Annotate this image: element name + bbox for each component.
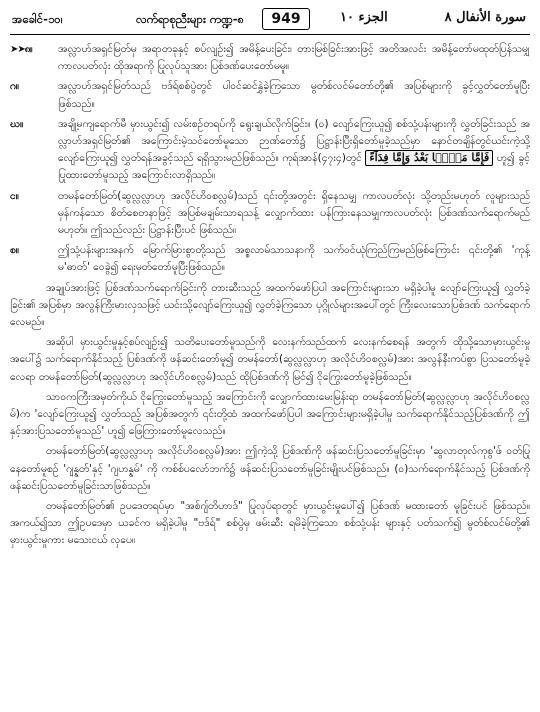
item-marker: ဂ။ (10, 80, 20, 93)
item-text: အချို့မကျရောက်မီ မှားယွင်း၍ လမ်းစဉ်တရပ်ကို ရွေးချယ်လိုက်ခြင်း။ (၀) လျော်ကြေးယူ၍ စစ်သုံ့ပန်းများကို လွှတ်ခြင်းသည် အလ္လာဟ်အရှင်မြတ်၏ အကြောင်းမဲ့သင်တော်မူသော ဉာဏ်တော်၌ ပြဋ္ဌာန်းပြီးရှိတော်မူခဲ့သည်မှာ နောင်တချိန်တွင်ယင်းကဲ့သို့ လျော်ကြေးယူ၍ လွှတ်ရန်အခွင့်သည် ရရှိသွားမည်ဖြစ်သည်။ ကုရ်အာန်(၄၇း၄)တွင် (58, 117, 530, 165)
paragraph: တမန်တော်မြတ်၏ ဥပဒေတရပ်မှာ "အစ်ဂျ်တိဟာဒ်" ပြုလုပ်ရာတွင် မှားယွင်းမှုပေါ်၍ ပြစ်ဒဏ် မထားတော် မူခြင်းပင် ဖြစ်သည်။ အကယ်၍သာ ဤဥပဒေမှာ ယခင်က မရှိခဲ့ပါမူ "ဗဒ်ရ်" စစ်ပွဲမှ ဖမ်းဆီး ရမိခဲ့ကြသော စစ်သုံ့ပန်း များနှင့် ပတ်သက်၍ မွတ်စ်လင်မ်တို့၏ မှားယွင်းမှုကား မသေးငယ် လှပေ။ (10, 500, 530, 547)
header-surah: سورة الأنفال ٨ (444, 10, 526, 25)
list-item (10, 41, 530, 75)
page-header (10, 6, 530, 35)
paragraph: တမန်တော်မြတ်(ဆွလ္လလ္လာဟု အလိုင်ဟိဝစလ္လမ်)အား ဤကဲ့သို့ ပြစ်ဒဏ်ကို ဖန်ဆင်းပြသတော်မူခြင်းမှာ 'ဆွလာတုလ်ကုစွ'ဖ် ဝတ်ပြုနေတော်မူစဉ် 'ဂျန္နတ်'နှင့် 'ဂျဟန္နမ်' ကို ကစ်စ်ပလော်ဘက်၌ ဖန်ဆင်းပြသတော်မူခြင်းမျိုးပင်ဖြစ်သည်။ (၀)သက်ရောက်နိုင်သည့် ပြစ်ဒဏ်ကို ဖန်ဆင်းပြသတော်မူခြင်းသာဖြစ်သည်။ (10, 445, 530, 492)
paragraph: အဆိုပါ မှားယွင်းမှုနှင့်စပ်လျဉ်း၍ သတိပေးတော်မူသည်ကို လေးနက်သည်ထက် လေးနက်စေရန် အတွက် ထိုသို့သောမှားယွင်းမှုအပေါ်၌ သက်ရောက်နိုင်သည့် ပြစ်ဒဏ်ကို ဖန်ဆင်းတော်မူ၍ တမန်တော်(ဆွလ္လလ္လာဟု အလိုင်ဟိဝစလ္လမ်)အား အလွန်နီးကပ်စွာ ပြသတော်မူခဲ့လေရာ တမန်တော်မြတ်(ဆွလ္လလ္လာဟု အလိုင်ဟိဝစလ္လမ်)သည် ထိုပြစ်ဒဏ်ကို မြင်၍ ငိုကြွေးတော်မူခဲ့ဖြစ်သည်။ (10, 336, 530, 383)
item-text-after: ဟူ၍ ခွင့်ပြုထားတော်မူသည့် အကြောင်းလာရှိသည်။ (58, 152, 530, 182)
item-text-block (58, 116, 530, 185)
item-text: တမန်တော်မြတ်(ဆွလ္လလ္လာဟု အလိုင်ဟိဝစလ္လမ်)သည် ၎င်းတို့အတွင်း ရှိနေသမျှ ကာလပတ်လုံး သို့တည်းမဟုတ် လူများသည် မှန်ကန်သော စိတ်စေတနာဖြင့် အပြစ်မချမ်းသာရသန့် လျှောက်ထား ပန်ကြားနေသမျှကာလပတ်လုံး ပြစ်ဒဏ်သက်ရောက်မည် မဟုတ်။ ဤသည်လည်း ပြဋ္ဌာန်းပြီးပင် ဖြစ်သည်။ (58, 189, 530, 237)
page-body (10, 41, 530, 550)
header-section: လက်ရာစုညီးများ ကဏ္ဍ-၈ (136, 12, 245, 26)
paragraph: သာဝကကြီးအမှတ်ကိုယ် ငိုကြွေးတော်မူသည့် အကြောင်းကို လျှောက်ထားမေးမြန်းရာ တမန်တော်မြတ်(ဆွလ္လလ္လာဟု အလိုင်ဟိဝစလ္လမ်)က 'လျော်ကြေးယူ၍ လွှတ်သည့် အပြစ်အတွက် ၎င်းတို့ထံ အထက်ဖော်ပြပါ အကြောင်းများမရှိခဲ့ပါမူ သက်ရောက်နိုင်သည့်ပြစ်ဒဏ်ကို ဤနှင့်အားပြသတော်မူသည်' ဟူ၍ ဖြေကြားတော်မူလေသည်။ (10, 390, 530, 438)
paragraph: အချုပ်အားဖြင့် ပြစ်ဒဏ်သက်ရောက်ခြင်းကို တားဆီးသည့် အထက်ဖော်ပြပါ အကြောင်းများသာ မရှိခဲ့ပါမူ လျော်ကြေးယူ၍ လွှတ်ခဲ့ခြင်း၏ အပြစ်မှာ အလွန်ကြီးမားလှသဖြင့် ယင်းသို့လျော်ကြေးယူ၍ လွှတ်ခဲ့ကြသော ပုဂ္ဂိုလ်များအပေါ်တွင် ကြီးလေးသောပြစ်ဒဏ် သက်ရောက်လေမည်။ (10, 281, 530, 329)
item-marker: ဃ။ (10, 117, 24, 130)
item-text: ဤသုံ့ပန်းများအနက် မြောက်မြားစွာတို့သည် အစ္စလာမ်သာသနာကို သက်ဝင်ယုံကြည်ကြမည်ဖြစ်ကြောင်း ၎င်းတို့၏ 'ကုန့်မ'ဓာတ်' ဝေခွဲ၍ ရေးမှတ်တော်မူပြီးဖြစ်သည်။ (58, 244, 530, 274)
arabic-verse: فَإِمَّا مَنًّۢا بَعْدُ وَإِمَّا فِدَآءً (365, 150, 493, 166)
list-item (10, 242, 530, 276)
header-juz: الجزء ١٠ (340, 10, 388, 25)
item-text: အလ္လာဟ်အရှင်မြတ်မှ အရာတခုနှင့် စပ်လျဉ်း၍ အမိန့်ပေးခြင်း၊ တားမြစ်ခြင်းအားဖြင့် အတိအလင်း အမိန့်တော်မထုတ်ပြန်သမျှ ကာလပတ်လုံး ထိုအရာကို ပြုလုပ်သူအား ပြစ်ဒဏ်ပေးတော်မမူ။ (58, 43, 530, 73)
page-number: 949 (262, 8, 310, 30)
item-marker: င။ (10, 189, 19, 202)
list-item (10, 188, 530, 240)
list-item (10, 78, 530, 112)
item-marker: ➤➤၈။ (10, 44, 32, 55)
header-chapter: အခေါင်-၁၀၊ (12, 12, 63, 26)
item-marker: စ။ (10, 244, 19, 257)
item-text: အလ္လာဟ်အရှင်မြတ်သည် ဗဒ်ရ်စစ်ပွဲတွင် ပါဝင်ဆင်နွှဲခဲ့ကြသော မွတ်စ်လင်မ်တော်တို့၏ အပြစ်များကို ခွင့်လွှတ်တော်မူပြီးဖြစ်သည်။ (58, 80, 530, 110)
list-item (10, 116, 530, 185)
